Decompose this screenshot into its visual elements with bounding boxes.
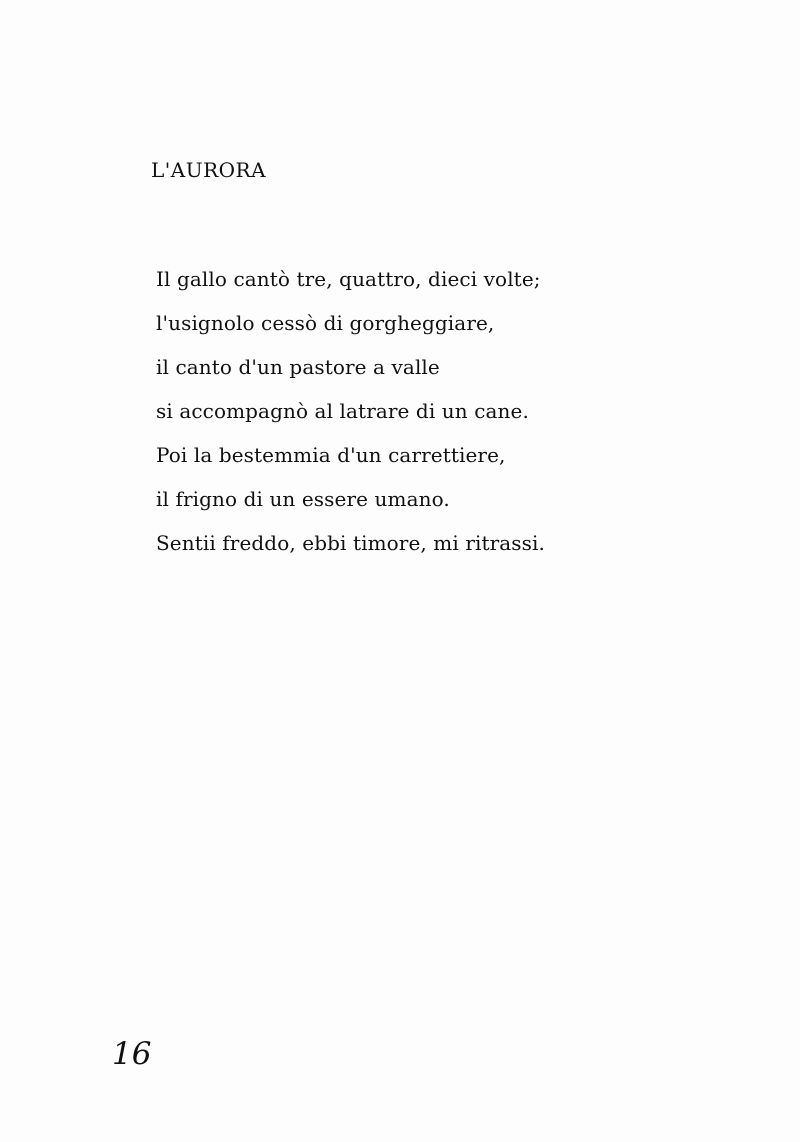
page-number: 16 <box>112 1036 152 1072</box>
poem-line: l'usignolo cessò di gorgheggiare, <box>156 311 495 335</box>
poem-title: L'AURORA <box>151 158 267 182</box>
poem-line: Poi la bestemmia d'un carrettiere, <box>156 443 506 467</box>
poem-body <box>156 264 545 572</box>
poem-line: il canto d'un pastore a valle <box>156 355 440 379</box>
poem-line: il frigno di un essere umano. <box>156 487 450 511</box>
poem-line: Il gallo cantò tre, quattro, dieci volte; <box>156 267 541 291</box>
poem-line: si accompagnò al latrare di un cane. <box>156 399 529 423</box>
poem-line: Sentii freddo, ebbi timore, mi ritrassi. <box>156 531 545 555</box>
